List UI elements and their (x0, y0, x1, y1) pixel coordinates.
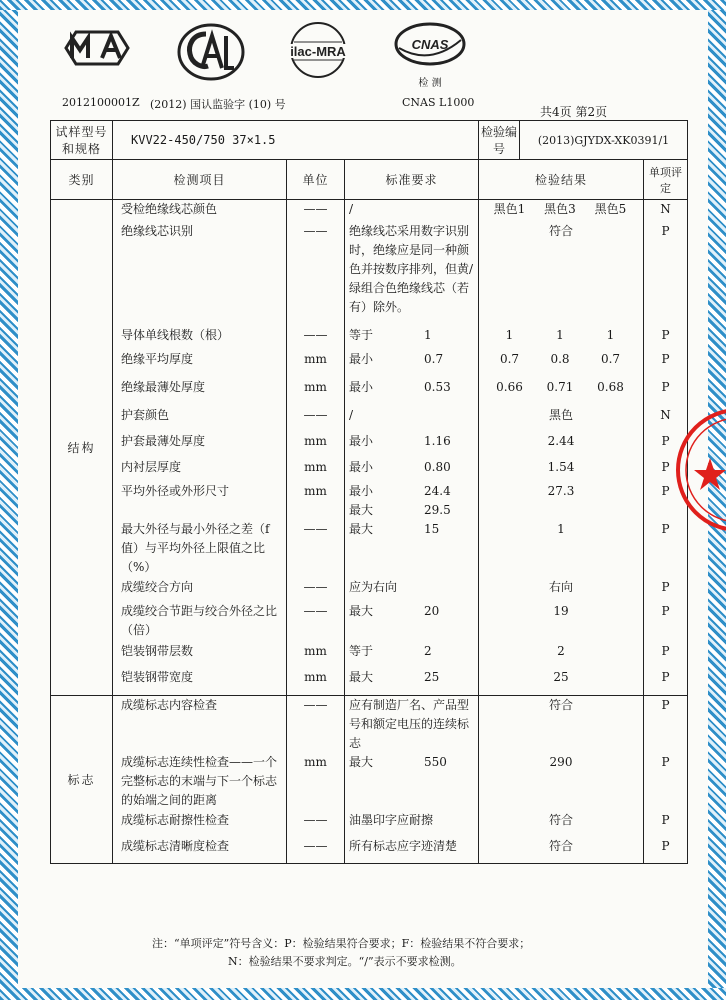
standard-cell (345, 432, 479, 458)
test-item: 成缆标志连续性检查——一个完整标志的末端与下一个标志的始端之间的距离 (113, 753, 287, 811)
result-value: 0.8 (550, 351, 570, 366)
standard-cell (345, 520, 479, 578)
table-row (51, 520, 688, 578)
column-header-unit: 单位 (287, 160, 345, 200)
test-item: 成缆绞合节距与绞合外径之比（倍） (113, 602, 287, 642)
column-header-standard: 标准要求 (345, 160, 479, 200)
table-row (51, 642, 688, 668)
standard-cell (345, 811, 479, 837)
result-cell (479, 578, 644, 602)
result-cell (479, 602, 644, 642)
standard-cell (345, 458, 479, 482)
footnote (152, 935, 530, 971)
standard-value: 2 (424, 643, 432, 658)
result-cell (479, 811, 644, 837)
test-item: 最大外径与最小外径之差（f值）与平均外径上限值之比（%） (113, 520, 287, 578)
test-item: 受检绝缘线芯颜色 (113, 200, 287, 222)
standard-value: 1 (424, 327, 432, 342)
result-cell (479, 458, 644, 482)
result-group (479, 350, 643, 369)
standard-value: 550 (424, 755, 447, 769)
standard-operator: 最小 (349, 483, 374, 498)
svg-text:ilac-MRA: ilac-MRA (290, 44, 346, 59)
evaluation-cell: P (644, 642, 688, 668)
table-row (51, 222, 688, 326)
certificate-number: (2012) 国认监验字 (10) 号 (150, 98, 286, 111)
evaluation-cell: N (644, 406, 688, 432)
table-row (51, 326, 688, 350)
result-cell (479, 432, 644, 458)
result-cell (479, 482, 644, 520)
standard-operator: 最大 (349, 755, 374, 769)
table-row (51, 578, 688, 602)
report-number-label: 检验编号 (479, 121, 520, 159)
unit-cell: mm (287, 350, 345, 378)
result-value: 黑色3 (544, 202, 576, 216)
table-row (51, 200, 688, 222)
test-item: 内衬层厚度 (113, 458, 287, 482)
standard-cell (345, 378, 479, 406)
svg-text:CNAS: CNAS (411, 37, 449, 52)
standard-requirement (349, 668, 478, 687)
report-number: (2013)GJYDX-XK0391/1 (537, 133, 670, 147)
ilac-mra-logo (278, 20, 358, 80)
standard-cell (345, 406, 479, 432)
result-value: 0.71 (546, 379, 574, 394)
unit-cell: mm (287, 482, 345, 520)
standard-cell (345, 602, 479, 642)
standard-text: 应有制造厂名、产品型号和额定电压的连续标志 (349, 698, 470, 750)
specimen-label: 试样型号和规格 (51, 121, 113, 160)
standard-cell (345, 482, 479, 520)
standard-value: 29.5 (424, 502, 451, 517)
footnote-line-1: 注：“单项评定”符号含义：P：检验结果符合要求；F：检验结果不符合要求； (152, 937, 531, 950)
result-group (479, 378, 643, 397)
cnas-logo (393, 22, 467, 66)
unit-cell: mm (287, 432, 345, 458)
test-item: 护套最薄处厚度 (113, 432, 287, 458)
result-cell (479, 222, 644, 326)
standard-operator: 最大 (349, 669, 374, 684)
test-results-table (50, 120, 688, 864)
result-value: 290 (549, 755, 573, 769)
result-value: 1 (505, 327, 514, 342)
standard-operator: 最小 (349, 459, 374, 474)
standard-text: 所有标志应字迹清楚 (349, 839, 458, 853)
column-header-category: 类别 (51, 160, 113, 200)
result-value: 1 (557, 521, 565, 536)
specimen-value: KVV22-450/750 37×1.5 (113, 121, 479, 160)
standard-operator: 最小 (349, 351, 374, 366)
result-cell (479, 520, 644, 578)
evaluation-cell: P (644, 432, 688, 458)
test-item: 成缆标志清晰度检查 (113, 837, 287, 863)
standard-requirement (349, 753, 478, 772)
standard-requirement (349, 458, 478, 477)
evaluation-cell: N (644, 200, 688, 222)
column-header-evaluation: 单项评定 (644, 160, 688, 200)
standard-text: 绝缘线芯采用数字识别时，绝缘应是同一种颜色并按数序排列，但黄/绿组合色绝缘线芯（若有）除外。 (349, 223, 474, 314)
standard-value: 20 (424, 603, 440, 618)
standard-cell (345, 837, 479, 863)
result-cell (479, 406, 644, 432)
test-item: 平均外径或外形尺寸 (113, 482, 287, 520)
unit-cell: mm (287, 458, 345, 482)
result-value: 符合 (548, 813, 573, 827)
result-value: 0.7 (499, 351, 520, 366)
evaluation-cell: P (644, 520, 688, 578)
test-item: 成缆绞合方向 (113, 578, 287, 602)
result-cell (479, 350, 644, 378)
unit-cell: —— (287, 578, 345, 602)
standard-text: 应为右向 (349, 579, 398, 594)
standard-cell (345, 642, 479, 668)
test-item: 成缆标志耐擦性检查 (113, 811, 287, 837)
unit-cell: —— (287, 602, 345, 642)
standard-requirement (349, 326, 478, 345)
decorative-border-left (0, 0, 18, 1000)
table-row (51, 668, 688, 696)
standard-requirement (349, 642, 478, 661)
evaluation-cell: P (644, 837, 688, 863)
evaluation-cell: P (644, 350, 688, 378)
standard-requirement (349, 378, 478, 397)
standard-operator: 等于 (349, 643, 374, 658)
table-row (51, 482, 688, 520)
standard-value: 24.4 (424, 483, 451, 498)
result-value: 0.68 (597, 379, 624, 394)
standard-operator: 最小 (349, 379, 374, 394)
standard-value: 0.53 (424, 379, 451, 394)
standard-cell (345, 326, 479, 350)
standard-cell (345, 753, 479, 811)
standard-value: 0.80 (424, 459, 451, 474)
evaluation-cell: P (644, 753, 688, 811)
standard-cell (345, 668, 479, 696)
cma-logo (58, 28, 136, 68)
standard-operator: 最大 (349, 603, 374, 618)
standard-cell (345, 200, 479, 222)
decorative-border-bottom (0, 988, 726, 1000)
evaluation-cell: P (644, 811, 688, 837)
unit-cell: —— (287, 200, 345, 222)
decorative-border-top (0, 0, 726, 10)
test-item: 导体单线根数（根） (113, 326, 287, 350)
standard-requirement (349, 602, 478, 621)
table-row (51, 696, 688, 754)
result-value: 27.3 (547, 483, 575, 498)
standard-value: 1.16 (424, 433, 451, 448)
table-row (51, 837, 688, 863)
result-cell (479, 668, 644, 696)
unit-cell: mm (287, 378, 345, 406)
test-item: 护套颜色 (113, 406, 287, 432)
result-cell (479, 753, 644, 811)
unit-cell: —— (287, 326, 345, 350)
test-item: 绝缘线芯识别 (113, 222, 287, 326)
table-row (51, 350, 688, 378)
result-value: 符合 (548, 839, 573, 853)
standard-cell (345, 350, 479, 378)
standard-value: 25 (424, 669, 440, 684)
cal-logo (176, 22, 246, 82)
result-value: 25 (553, 669, 569, 684)
page-count: 共4页 第2页 (540, 105, 608, 119)
standard-requirement (349, 520, 478, 539)
column-header-result: 检验结果 (479, 160, 644, 200)
result-value: 黑色1 (493, 202, 526, 216)
cnas-label: 检 测 (418, 78, 442, 89)
standard-operator: 最小 (349, 433, 374, 448)
test-item: 绝缘最薄处厚度 (113, 378, 287, 406)
standard-text: / (349, 202, 354, 216)
result-cell (479, 696, 644, 754)
test-item: 铠装钢带层数 (113, 642, 287, 668)
standard-operator: 等于 (349, 327, 374, 342)
column-header-item: 检测项目 (113, 160, 287, 200)
evaluation-cell: P (644, 458, 688, 482)
table-row (51, 602, 688, 642)
result-group (479, 326, 643, 345)
test-item: 铠装钢带宽度 (113, 668, 287, 696)
table-row (51, 432, 688, 458)
unit-cell: —— (287, 696, 345, 754)
result-cell (479, 326, 644, 350)
evaluation-cell: P (644, 668, 688, 696)
category-cell: 标志 (51, 696, 113, 864)
evaluation-cell: P (644, 482, 688, 520)
unit-cell: —— (287, 406, 345, 432)
result-value: 黑色 (548, 407, 573, 422)
table-row (51, 378, 688, 406)
result-value: 0.7 (600, 351, 621, 366)
result-value: 黑色5 (594, 202, 627, 216)
cnas-number: CNAS L1000 (402, 96, 475, 109)
test-item: 成缆标志内容检查 (113, 696, 287, 754)
result-cell (479, 837, 644, 863)
standard-operator: 最大 (349, 502, 374, 517)
unit-cell: —— (287, 811, 345, 837)
result-value: 右向 (548, 579, 573, 594)
standard-requirement (349, 482, 478, 501)
unit-cell: mm (287, 668, 345, 696)
result-value: 1 (606, 327, 615, 342)
result-cell (479, 642, 644, 668)
table-row (51, 458, 688, 482)
standard-text: 油墨印字应耐擦 (349, 813, 434, 827)
standard-cell (345, 578, 479, 602)
unit-cell: —— (287, 520, 345, 578)
category-cell: 结构 (51, 200, 113, 696)
table-row (51, 753, 688, 811)
standard-requirement-2 (349, 501, 478, 520)
test-item: 绝缘平均厚度 (113, 350, 287, 378)
standard-requirement (349, 432, 478, 451)
standard-text: / (349, 407, 354, 422)
result-value: 1 (556, 327, 564, 342)
footnote-line-2: N：检验结果不要求判定。“/”表示不要求检测。 (228, 955, 462, 968)
standard-cell (345, 222, 479, 326)
result-value: 1.54 (547, 459, 575, 474)
evaluation-cell: P (644, 696, 688, 754)
evaluation-cell: P (644, 578, 688, 602)
result-value: 2.44 (547, 433, 575, 448)
evaluation-cell: P (644, 222, 688, 326)
unit-cell: mm (287, 753, 345, 811)
inspection-seal-stamp (676, 400, 726, 540)
result-value: 2 (557, 643, 565, 658)
result-value: 符合 (548, 223, 573, 238)
standard-value: 0.7 (424, 351, 444, 366)
result-value: 符合 (548, 698, 573, 712)
standard-value: 15 (424, 521, 440, 536)
result-cell (479, 200, 644, 222)
unit-cell: —— (287, 837, 345, 863)
standard-requirement (349, 350, 478, 369)
unit-cell: mm (287, 642, 345, 668)
evaluation-cell: P (644, 602, 688, 642)
result-cell (479, 378, 644, 406)
report-code: 2012100001Z (62, 96, 140, 109)
table-row (51, 406, 688, 432)
unit-cell: —— (287, 222, 345, 326)
evaluation-cell: P (644, 326, 688, 350)
standard-operator: 最大 (349, 521, 374, 536)
table-row (51, 811, 688, 837)
result-value: 19 (553, 603, 569, 618)
standard-cell (345, 696, 479, 754)
result-group (479, 200, 643, 219)
evaluation-cell: P (644, 378, 688, 406)
result-value: 0.66 (496, 379, 523, 394)
